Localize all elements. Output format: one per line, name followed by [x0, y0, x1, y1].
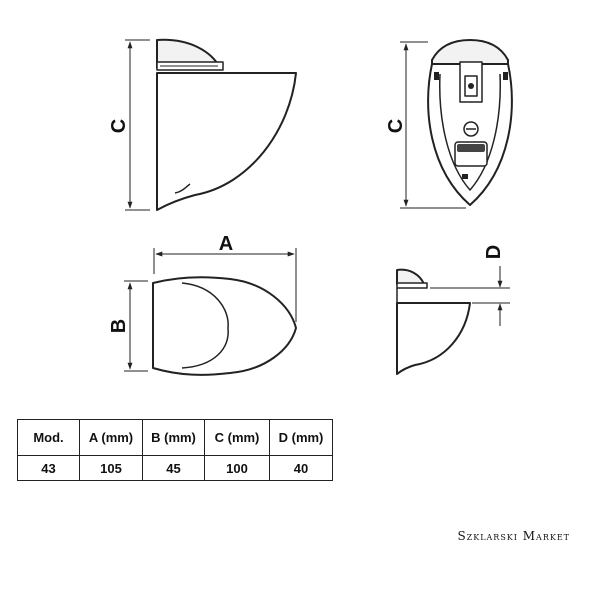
clamp-detail-body: [397, 303, 470, 374]
dimension-label-c-left: C: [108, 118, 130, 134]
clamp-detail-bracket: [397, 270, 470, 374]
side-view-body: [157, 73, 296, 210]
spec-table-header-row: [18, 420, 333, 456]
header-mod: Mod.: [18, 420, 80, 456]
value-a: 105: [80, 456, 143, 481]
value-c: 100: [205, 456, 270, 481]
dimension-label-a: A: [218, 233, 234, 255]
top-view-outline: [153, 277, 296, 375]
clamp-detail-top-cap: [397, 270, 424, 284]
value-b: 45: [143, 456, 205, 481]
header-a: A (mm): [80, 420, 143, 456]
spec-table: [17, 419, 333, 481]
brand-label: Szklarski Market: [457, 529, 570, 543]
header-c: C (mm): [205, 420, 270, 456]
front-view-bracket: [428, 40, 512, 205]
value-mod: 43: [18, 456, 80, 481]
value-d: 40: [270, 456, 333, 481]
header-b: B (mm): [143, 420, 205, 456]
dimension-label-d: D: [483, 244, 505, 260]
dimension-label-c-right: C: [385, 118, 407, 134]
side-view-bracket: [157, 40, 296, 210]
spec-table-row: [18, 456, 333, 481]
header-d: D (mm): [270, 420, 333, 456]
dimension-label-b: B: [108, 318, 130, 334]
top-view-bracket: [153, 277, 296, 375]
front-view-top-cap: [432, 40, 508, 64]
